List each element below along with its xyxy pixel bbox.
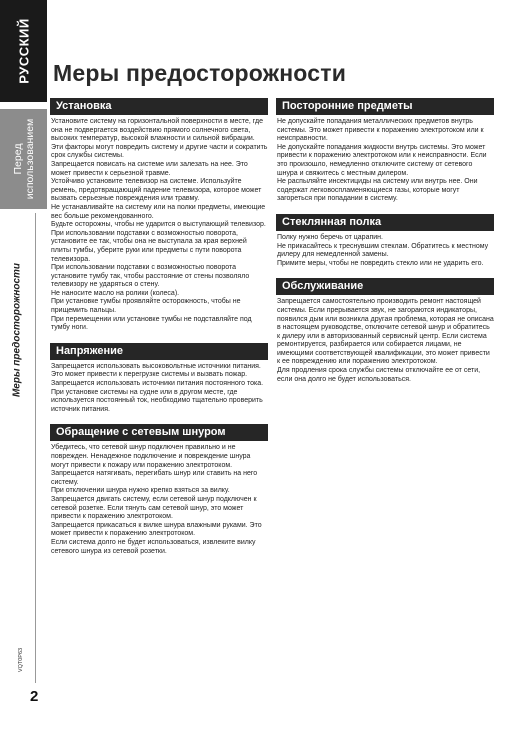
body-paragraph: Запрещается использовать высоковольтные источники питания. Это может привести к перегрузке системы и вызвать пожар. xyxy=(51,362,261,379)
subsection-label: Меры предосторожности xyxy=(11,262,23,398)
section-heading: Обслуживание xyxy=(276,278,494,295)
body-paragraph: Запрещается повисать на системе или залезать на нее. Это может привести к серьезной травме. xyxy=(51,160,248,177)
language-label: РУССКИЙ xyxy=(16,18,31,84)
body-paragraph: При отключении шнура нужно крепко взяться за вилку. Запрещается двигать систему, если сетевой шнур подключен к сетевой розетке. Если тянуть сам сетевой шнур, это может привести к поражению электротоком. xyxy=(51,487,257,521)
body-paragraph: При использовании подставки с возможностью поворота, установите ее так, чтобы она не выступала за края верхней плиты тумбы, уберите руки или предметы с пути поворота телевизора. xyxy=(51,229,247,263)
body-paragraph: При установке тумбы проявляйте осторожность, чтобы не прищемить пальцы. xyxy=(51,298,241,315)
section-body xyxy=(277,298,494,384)
language-tab xyxy=(0,0,47,102)
body-paragraph: Установите систему на горизонтальной поверхности в месте, где она не подвергается воздействию прямого солнечного света, высоких температур, высокой влажности и сильной вибрации. Эти факторы могут повредить систему и другие части и сократить срок службы системы. xyxy=(51,118,268,160)
body-paragraph: Запрещается использовать источники питания постоянного тока. При установке системы на судне или в другом месте, где используется постоянный ток, необходимо тщательно проверить источник питания. xyxy=(51,380,264,413)
section-body xyxy=(277,118,494,204)
left-column xyxy=(50,98,268,566)
page-number: 2 xyxy=(30,688,39,705)
body-paragraph: Не устанавливайте на систему или на полки предметы, имеющие вес больше рекомендованного. xyxy=(51,203,266,220)
section-heading: Установка xyxy=(50,98,268,115)
section-heading: Обращение с сетевым шнуром xyxy=(50,424,268,441)
sidebar-divider xyxy=(35,213,36,683)
body-paragraph: Не наносите масло на ролики (колеса). xyxy=(51,289,180,297)
section-body xyxy=(51,444,268,556)
body-paragraph: Не прикасайтесь к треснувшим стеклам. Обратитесь к местному дилеру для немедленной замены. xyxy=(277,242,489,259)
section-heading: Стеклянная полка xyxy=(276,214,494,231)
section-heading: Напряжение xyxy=(50,343,268,360)
body-paragraph: Для продления срока службы системы отключайте ее от сети, если она долго не будет использоваться. xyxy=(277,367,481,383)
body-paragraph: Будьте осторожны, чтобы не ударится о выступающий телевизор. xyxy=(51,221,266,229)
body-paragraph: Полку нужно беречь от царапин. xyxy=(277,233,383,241)
body-paragraph: Примите меры, чтобы не повредить стекло или не ударить его. xyxy=(277,259,484,267)
body-paragraph: Устойчиво установите телевизор на системе. Используйте ремень, предотвращающий падение телевизора, которое может вызвать серьезные повреждения или травму. xyxy=(51,178,262,203)
section-tab xyxy=(0,109,47,209)
body-paragraph: Не допускайте попадания металлических предметов внутрь системы. Это может привести к поражению электротоком или к неисправности. xyxy=(277,118,484,143)
section-body xyxy=(51,118,268,333)
body-paragraph: При использовании подставки с возможностью поворота установите тумбу так, чтобы расстояние от стены позволяло телевизору не ударяться о стену. xyxy=(51,264,250,289)
body-paragraph: Если система долго не будет использоваться, извлеките вилку сетевого шнура из сетевой розетки. xyxy=(51,538,256,555)
right-column xyxy=(276,98,494,394)
body-paragraph: При перемещении или установке тумбы не подставляйте под тумбу ноги. xyxy=(51,315,252,332)
section-heading: Посторонние предметы xyxy=(276,98,494,115)
page-title: Меры предосторожности xyxy=(53,60,347,86)
model-code: VQT0P63 xyxy=(18,647,24,673)
section-body xyxy=(51,363,268,415)
section-body xyxy=(277,234,494,268)
section-label xyxy=(12,119,36,200)
body-paragraph: Убедитесь, что сетевой шнур подключен правильно и не поврежден. Ненадежное подключение и повреждение шнура могут привести к пожару или поражению электротоком. Запрещается натягивать, перегибать шнур или ставить на него систему. xyxy=(51,444,258,486)
body-paragraph: Не допускайте попадания жидкости внутрь системы. Это может привести к поражению электротоком или к неисправности. Если это произошло, немедленно отключите систему от сетевого шнура и свяжитесь с местным дилером. xyxy=(277,143,487,177)
section-label-line-2: использованием xyxy=(23,118,36,200)
body-paragraph: Не распыляйте инсектициды на систему или внутрь нее. Они содержат легковоспламеняющиеся газы, которые могут загореться при попадании в систему. xyxy=(277,178,478,203)
body-paragraph: Запрещается самостоятельно производить ремонт настоящей системы. Если прерывается звук, не загораются индикаторы, появился дым или возникла другая проблема, которая не описана в настоящем руководстве, отключите сетевой шнур и обратитесь к дилеру или в авторизованный сервисный центр. Если система ремонтируется, разбирается или собирается лицами, не имеющими соответствующей квалификации, это может привести к ее повреждению или поражению электротоком. xyxy=(277,298,494,366)
body-paragraph: Запрещается прикасаться к вилке шнура влажными руками. Это может привести к поражению электротоком. xyxy=(51,521,262,538)
section-label-line-1: Перед xyxy=(11,143,24,175)
